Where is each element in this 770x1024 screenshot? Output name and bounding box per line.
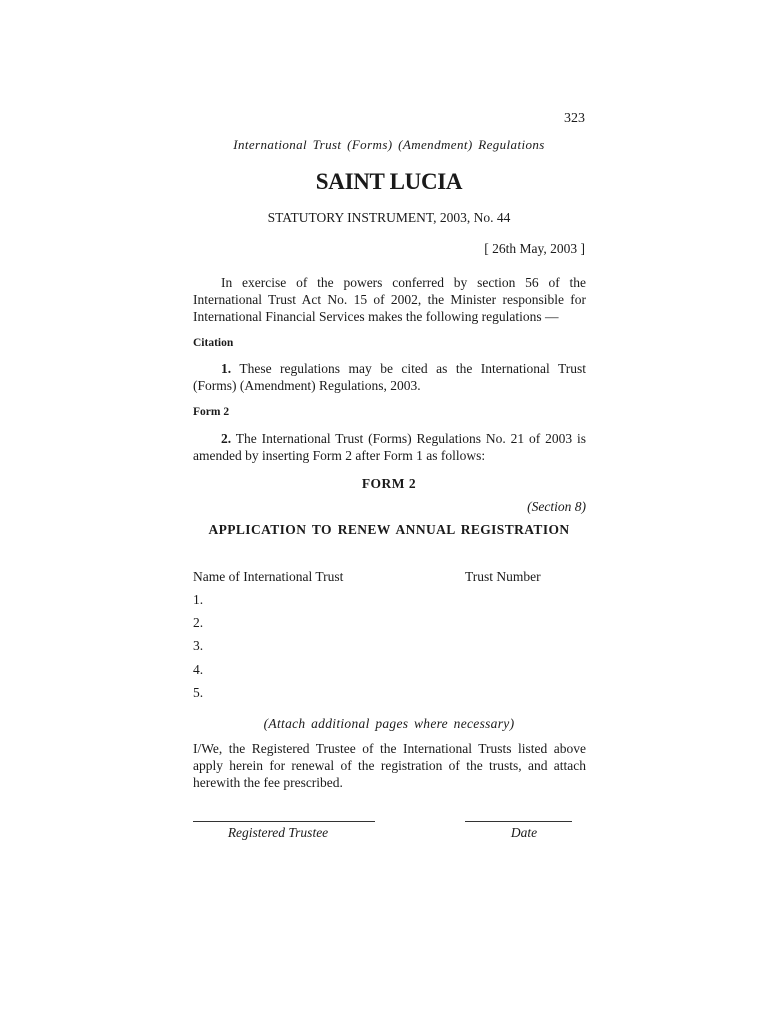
- instrument-number: STATUTORY INSTRUMENT, 2003, No. 44: [267, 210, 511, 225]
- page-number: 323: [564, 111, 585, 126]
- section-1-paragraph: [193, 360, 586, 394]
- date-label: Date: [510, 825, 538, 840]
- declaration-paragraph: I/We, the Registered Trustee of the International Trusts listed above apply herein for renewal of the registration of the trusts, and attach herewith the fee prescribed.: [193, 741, 586, 790]
- date-signature-line: [465, 821, 572, 822]
- running-head: International Trust (Forms) (Amendment) Regulations: [233, 137, 545, 152]
- form-section-reference: (Section 8): [527, 499, 586, 514]
- trust-list-item-1: 1.: [193, 592, 204, 607]
- section-heading-form-2: Form 2: [193, 406, 230, 418]
- preamble-paragraph: In exercise of the powers conferred by section 56 of the International Trust Act No. 15 of 2002, the Minister responsible for International Financial Services makes the following regulations —: [193, 275, 586, 324]
- document-title: SAINT LUCIA: [315, 169, 463, 194]
- trustee-signature-line: [193, 821, 375, 822]
- trust-list-item-5: 5.: [193, 685, 204, 700]
- application-title: APPLICATION TO RENEW ANNUAL REGISTRATION: [208, 522, 570, 537]
- trust-list-item-2: 2.: [193, 615, 204, 630]
- section-2-paragraph: [193, 430, 586, 464]
- trust-number-column-label: Trust Number: [465, 569, 541, 584]
- trust-list-item-4: 4.: [193, 662, 204, 677]
- attach-pages-note: (Attach additional pages where necessary): [263, 716, 515, 731]
- section-1-text: These regulations may be cited as the International Trust (Forms) (Amendment) Regulations, 2003.: [193, 361, 586, 393]
- section-1-number: 1.: [221, 361, 232, 376]
- section-2-number: 2.: [221, 431, 232, 446]
- section-heading-citation: Citation: [193, 337, 234, 349]
- trust-list-item-3: 3.: [193, 638, 204, 653]
- section-2-text: The International Trust (Forms) Regulations No. 21 of 2003 is amended by inserting Form 2 after Form 1 as follows:: [193, 431, 586, 463]
- trustee-signature-label: Registered Trustee: [227, 825, 329, 840]
- instrument-date: [ 26th May, 2003 ]: [484, 241, 585, 256]
- form-title: FORM 2: [361, 476, 417, 491]
- trust-name-column-label: Name of International Trust: [193, 569, 344, 584]
